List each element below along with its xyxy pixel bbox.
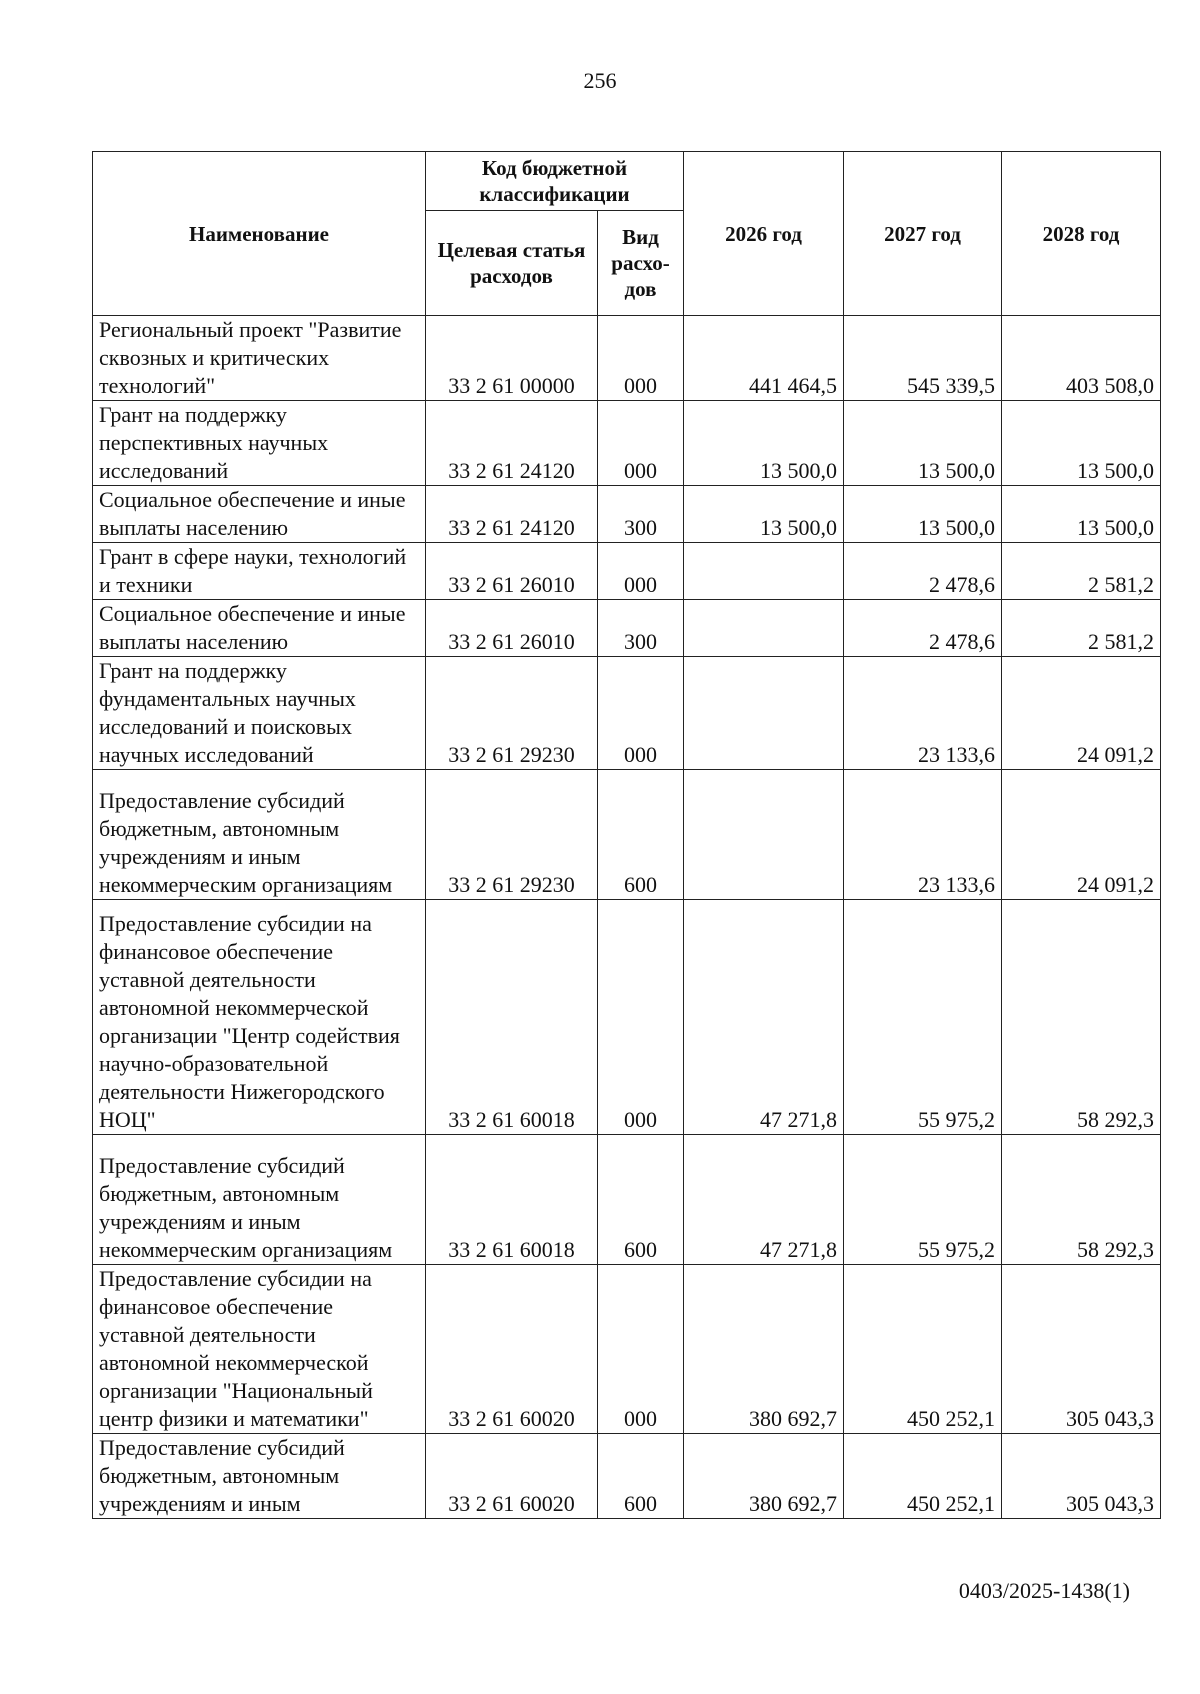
row-vid: 000	[598, 401, 684, 486]
row-2028: 403 508,0	[1002, 316, 1161, 401]
row-name: Грант на поддержку фундаментальных научных исследований и поисковых научных исследований	[93, 657, 426, 770]
table-row	[93, 1265, 1161, 1434]
table-body	[93, 316, 1161, 1519]
row-target-article: 33 2 61 60020	[426, 1265, 598, 1434]
row-2028: 24 091,2	[1002, 770, 1161, 900]
row-2028: 2 581,2	[1002, 600, 1161, 657]
row-name: Предоставление субсидий бюджетным, автономным учреждениям и иным некоммерческим организациям	[93, 770, 426, 900]
table-header	[93, 152, 1161, 316]
header-2026: 2026 год	[684, 152, 844, 316]
row-target-article: 33 2 61 00000	[426, 316, 598, 401]
row-2027: 13 500,0	[844, 486, 1002, 543]
table-row	[93, 543, 1161, 600]
header-2027: 2027 год	[844, 152, 1002, 316]
row-target-article: 33 2 61 29230	[426, 770, 598, 900]
row-2026: 13 500,0	[684, 486, 844, 543]
row-2026: 441 464,5	[684, 316, 844, 401]
row-name: Предоставление субсидии на финансовое обеспечение уставной деятельности автономной некоммерческой организации "Центр содействия научно-образовательной деятельности Нижегородского НОЦ"	[93, 900, 426, 1135]
row-2028: 305 043,3	[1002, 1265, 1161, 1434]
table-row	[93, 600, 1161, 657]
row-2028: 58 292,3	[1002, 900, 1161, 1135]
row-2027: 2 478,6	[844, 600, 1002, 657]
row-2028: 305 043,3	[1002, 1434, 1161, 1519]
row-vid: 000	[598, 657, 684, 770]
table-row	[93, 1135, 1161, 1265]
row-target-article: 33 2 61 26010	[426, 600, 598, 657]
row-target-article: 33 2 61 60018	[426, 1135, 598, 1265]
row-2026: 380 692,7	[684, 1265, 844, 1434]
header-target-article: Целевая статья расходов	[426, 211, 598, 316]
row-vid: 000	[598, 900, 684, 1135]
row-vid: 600	[598, 1135, 684, 1265]
page-number: 256	[583, 68, 617, 93]
row-name: Предоставление субсидий бюджетным, автономным учреждениям и иным некоммерческим организациям	[93, 1135, 426, 1265]
row-2028: 13 500,0	[1002, 401, 1161, 486]
row-2026: 47 271,8	[684, 1135, 844, 1265]
header-vid: Вид расхо-дов	[598, 211, 684, 316]
table-row	[93, 316, 1161, 401]
row-vid: 600	[598, 1434, 684, 1519]
row-2026: 47 271,8	[684, 900, 844, 1135]
row-name: Предоставление субсидии на финансовое обеспечение уставной деятельности автономной некоммерческой организации "Национальный центр физики и математики"	[93, 1265, 426, 1434]
row-2028: 24 091,2	[1002, 657, 1161, 770]
row-vid: 300	[598, 600, 684, 657]
row-name: Региональный проект "Развитие сквозных и критических технологий"	[93, 316, 426, 401]
row-2028: 58 292,3	[1002, 1135, 1161, 1265]
row-target-article: 33 2 61 60020	[426, 1434, 598, 1519]
header-name: Наименование	[93, 152, 426, 316]
header-code-group: Код бюджетной классификации	[426, 152, 684, 211]
row-2027: 2 478,6	[844, 543, 1002, 600]
row-vid: 000	[598, 543, 684, 600]
table-row	[93, 1434, 1161, 1519]
table-row	[93, 900, 1161, 1135]
row-2028: 2 581,2	[1002, 543, 1161, 600]
row-name: Предоставление субсидий бюджетным, автономным учреждениям и иным	[93, 1434, 426, 1519]
row-2027: 23 133,6	[844, 657, 1002, 770]
row-name: Грант на поддержку перспективных научных исследований	[93, 401, 426, 486]
row-2027: 13 500,0	[844, 401, 1002, 486]
row-2026: 13 500,0	[684, 401, 844, 486]
row-vid: 000	[598, 1265, 684, 1434]
row-2026	[684, 543, 844, 600]
row-2027: 23 133,6	[844, 770, 1002, 900]
row-2027: 55 975,2	[844, 1135, 1002, 1265]
row-target-article: 33 2 61 60018	[426, 900, 598, 1135]
row-2027: 55 975,2	[844, 900, 1002, 1135]
row-name: Грант в сфере науки, технологий и техники	[93, 543, 426, 600]
budget-table	[92, 151, 1161, 1519]
row-2026	[684, 657, 844, 770]
row-2026: 380 692,7	[684, 1434, 844, 1519]
row-2027: 545 339,5	[844, 316, 1002, 401]
table-row	[93, 401, 1161, 486]
header-2028: 2028 год	[1002, 152, 1161, 316]
row-target-article: 33 2 61 24120	[426, 401, 598, 486]
row-2026	[684, 770, 844, 900]
row-name: Социальное обеспечение и иные выплаты населению	[93, 600, 426, 657]
row-2027: 450 252,1	[844, 1265, 1002, 1434]
row-vid: 000	[598, 316, 684, 401]
row-target-article: 33 2 61 29230	[426, 657, 598, 770]
table-row	[93, 657, 1161, 770]
row-2028: 13 500,0	[1002, 486, 1161, 543]
document-code: 0403/2025-1438(1)	[958, 1578, 1130, 1603]
table-row	[93, 486, 1161, 543]
row-vid: 300	[598, 486, 684, 543]
row-vid: 600	[598, 770, 684, 900]
table-row	[93, 770, 1161, 900]
row-target-article: 33 2 61 26010	[426, 543, 598, 600]
row-target-article: 33 2 61 24120	[426, 486, 598, 543]
row-2027: 450 252,1	[844, 1434, 1002, 1519]
row-2026	[684, 600, 844, 657]
row-name: Социальное обеспечение и иные выплаты населению	[93, 486, 426, 543]
